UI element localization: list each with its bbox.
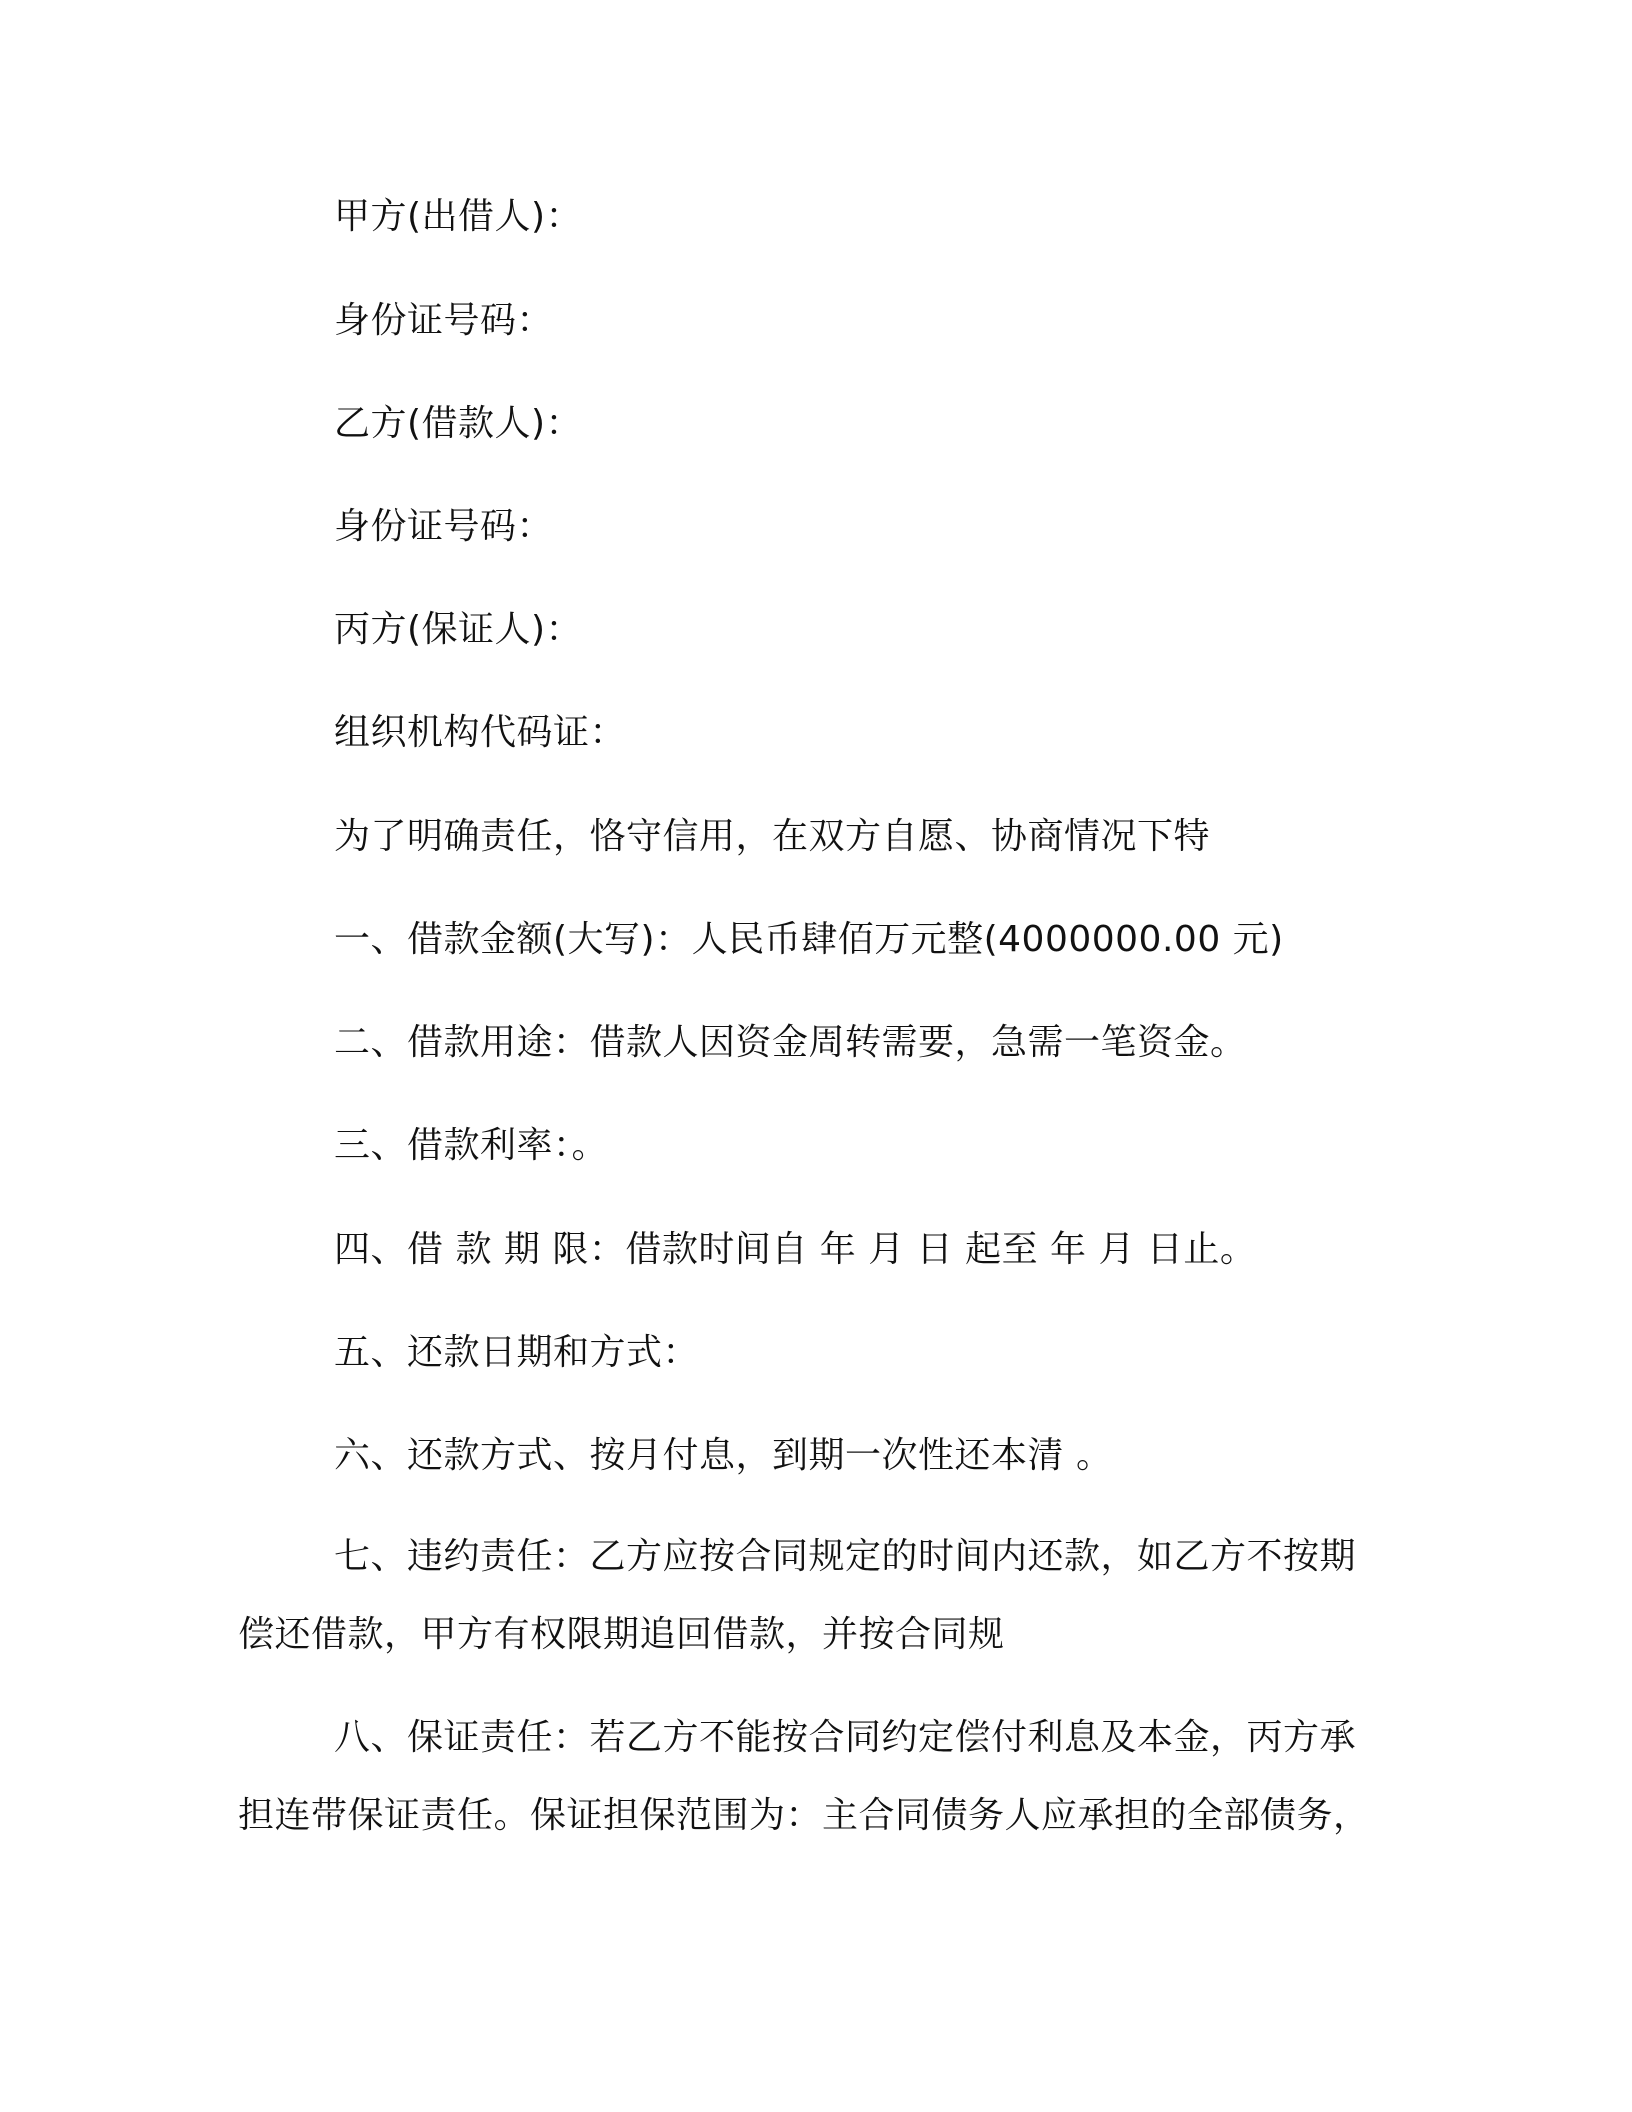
party-b-label: 乙方(借款人)： (334, 403, 583, 444)
clause-loan-term: 四、借 款 期 限：借款时间自 年 月 日 起至 年 月 日止。 (334, 1229, 1257, 1270)
party-c-label: 丙方(保证人)： (334, 609, 583, 650)
clause-breach-liability: 七、违约责任：乙方应按合同规定的时间内还款，如乙方不按期偿还借款，甲方有权限期追回借款，并按合同规 (238, 1536, 1357, 1655)
clause-repayment-method: 六、还款方式、按月付息，到期一次性还本清 。 (334, 1435, 1113, 1476)
party-b-id-label: 身份证号码： (334, 506, 554, 547)
clause-interest-rate: 三、借款利率：。 (334, 1125, 609, 1166)
clause-guarantee-liability: 八、保证责任：若乙方不能按合同约定偿付利息及本金，丙方承担连带保证责任。保证担保范围为：主合同债务人应承担的全部债务， (238, 1717, 1370, 1836)
party-a-label: 甲方(出借人)： (334, 196, 583, 237)
clause-loan-amount: 一、借款金额(大写)：人民币肆佰万元整(4000000.00 元) (334, 919, 1284, 960)
preamble-text: 为了明确责任，恪守信用，在双方自愿、协商情况下特 (334, 816, 1211, 857)
clause-repayment-date: 五、还款日期和方式： (334, 1332, 700, 1373)
clause-loan-purpose: 二、借款用途：借款人因资金周转需要，急需一笔资金。 (334, 1022, 1247, 1063)
party-c-org-code-label: 组织机构代码证： (334, 712, 627, 753)
party-a-id-label: 身份证号码： (334, 300, 554, 341)
